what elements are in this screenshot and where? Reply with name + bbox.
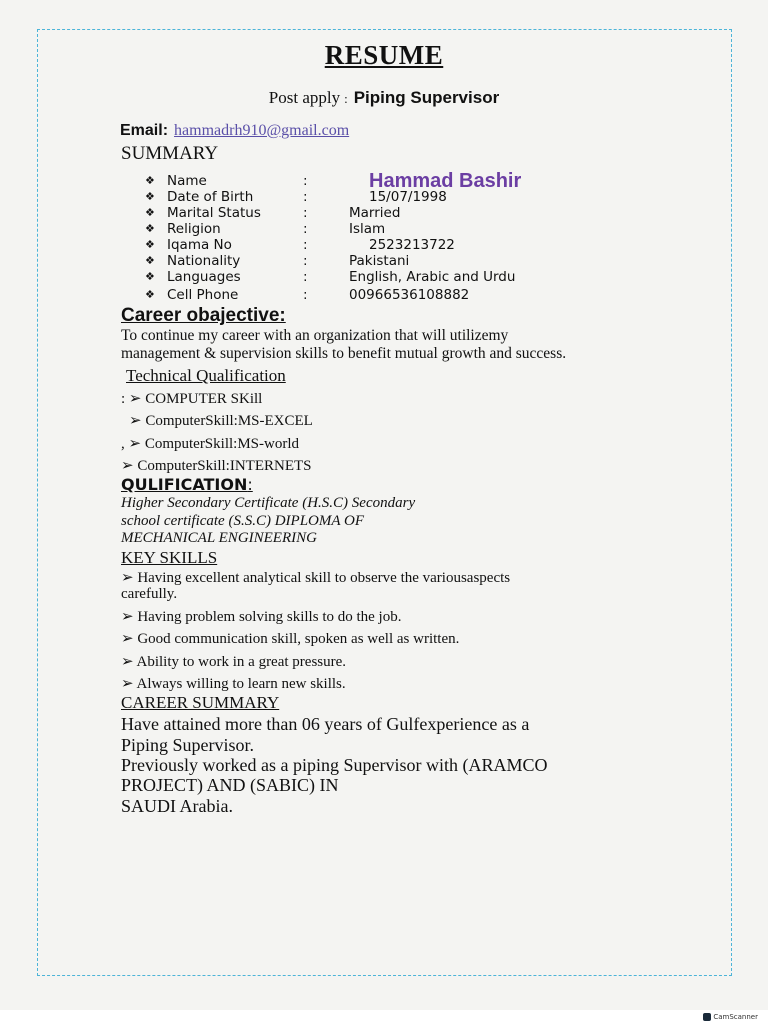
diamond-bullet-icon: ❖ [145,254,155,267]
candidate-name: Hammad Bashir [369,170,522,192]
key-skills-heading: KEY SKILLS [121,548,218,567]
diamond-bullet-icon: ❖ [145,222,155,235]
personal-colon: : [303,205,308,221]
diamond-bullet-icon: ❖ [145,206,155,219]
career-summary-line: PROJECT) AND (SABIC) IN [121,775,339,795]
diamond-bullet-icon: ❖ [145,174,155,187]
diamond-bullet-icon: ❖ [145,190,155,203]
career-summary-line: Previously worked as a piping Supervisor with (ARAMCO [121,755,548,775]
technical-qualification-heading: Technical Qualification [126,366,286,385]
resume-title: RESUME [324,40,444,70]
summary-heading: SUMMARY [121,143,219,164]
camscanner-logo-icon [703,1013,711,1021]
technical-item: ➢ ComputerSkill:MS-EXCEL [129,413,313,429]
email-label: Email: [120,122,169,139]
key-skill-line: ➢ Having excellent analytical skill to observe the variousaspects [121,570,511,586]
personal-colon: : [303,287,308,303]
personal-colon: : [303,221,308,237]
scanner-label: CamScanner [713,1013,758,1021]
personal-key: Iqama No [167,237,232,253]
technical-item: : ➢ COMPUTER SKill [121,391,263,407]
personal-key: Marital Status [167,205,261,221]
post-apply-label: Post apply [268,88,341,107]
career-summary-line: Piping Supervisor. [121,735,255,755]
diamond-bullet-icon: ❖ [145,270,155,283]
career-objective-line: management & supervision skills to benefit mutual growth and success. [121,345,567,362]
qualification-heading-text: QULIFICATION [121,475,248,494]
post-apply-line [0,88,768,108]
key-skill-line: ➢ Always willing to learn new skills. [121,676,346,692]
personal-colon: : [303,189,308,205]
personal-value: Married [349,205,401,221]
personal-value: 15/07/1998 [369,189,447,205]
personal-colon: : [303,237,308,253]
key-skill-line: ➢ Ability to work in a great pressure. [121,654,347,670]
technical-item: ➢ ComputerSkill:INTERNETS [121,458,312,474]
career-summary-line: SAUDI Arabia. [121,796,233,816]
scanner-watermark [703,1013,758,1021]
personal-key: Name [167,173,207,189]
career-summary-line: Have attained more than 06 years of Gulfexperience as a [121,714,530,734]
key-skill-line: carefully. [121,586,178,602]
personal-key: Languages [167,269,241,285]
career-objective-line: To continue my career with an organization that will utilizemy [121,327,509,344]
personal-colon: : [303,253,308,269]
diamond-bullet-icon: ❖ [145,288,155,301]
personal-key: Religion [167,221,221,237]
email-line [120,122,349,140]
qualification-line: school certificate (S.S.C) DIPLOMA OF [121,513,365,529]
post-apply-colon: : [344,91,348,106]
personal-colon: : [303,173,308,189]
technical-item: , ➢ ComputerSkill:MS-world [121,436,299,452]
email-link[interactable]: hammadrh910@gmail.com [174,122,350,139]
qualification-line: Higher Secondary Certificate (H.S.C) Secondary [121,495,416,511]
personal-key: Date of Birth [167,189,254,205]
qualification-heading-colon: : [247,475,253,494]
qualification-heading [121,475,253,494]
post-apply-value: Piping Supervisor [353,88,500,107]
personal-colon: : [303,269,308,285]
career-summary-heading: CAREER SUMMARY [121,693,280,712]
diamond-bullet-icon: ❖ [145,238,155,251]
personal-key: Cell Phone [167,287,239,303]
key-skill-line: ➢ Having problem solving skills to do the job. [121,609,402,625]
career-objective-heading: Career obajective: [121,305,286,326]
qualification-line: MECHANICAL ENGINEERING [121,530,317,546]
personal-key: Nationality [167,253,241,269]
key-skill-line: ➢ Good communication skill, spoken as well as written. [121,631,460,647]
personal-value: Islam [349,221,386,237]
personal-value: Pakistani [349,253,410,269]
personal-value: 00966536108882 [349,287,470,303]
personal-value: 2523213722 [369,237,455,253]
personal-value: English, Arabic and Urdu [349,269,516,285]
